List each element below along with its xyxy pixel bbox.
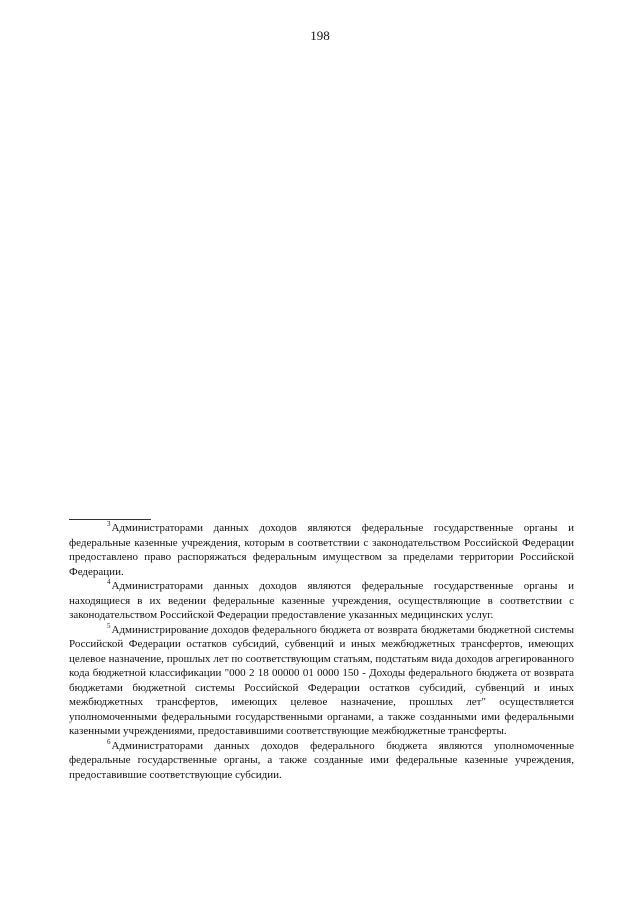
footnote-marker: 6 (107, 737, 111, 746)
footnote-text: Администраторами данных доходов федерального бюджета являются уполномоченные федеральные государственные органы, а также созданные ими федеральные казенные учреждения, предоставившие соответствующие субсидии. (69, 739, 574, 781)
footnote-text: Администраторами данных доходов являются федеральные государственные органы и находящиеся в их ведении федеральные казенные учреждения, осуществляющие в соответствии с законодательством Российской Федерации предоставление указанных медицинских услуг. (69, 580, 574, 621)
footnote-text: Администраторами данных доходов являются федеральные государственные органы и федеральные казенные учреждения, которым в соответствии с законодательством Российской Федерации предоставлено право распоряжаться федеральным имуществом за пределами территории Российской Федерации. (69, 522, 574, 578)
footnote-3 (69, 521, 574, 579)
page-number: 198 (310, 28, 330, 43)
footnote-4 (69, 579, 574, 623)
footnote-marker: 4 (107, 578, 111, 586)
footnotes (69, 521, 574, 782)
footnote-marker: 3 (107, 520, 111, 528)
footnote-marker: 5 (107, 621, 111, 630)
footnote-6 (69, 739, 574, 783)
footnote-5 (69, 623, 574, 739)
footnote-text: Администрирование доходов федерального бюджета от возврата бюджетами бюджетной системы Российской Федерации остатков субсидий, субвенций и иных межбюджетных трансфертов, имеющих целевое назначение, прошлых лет по соответствующим статьям, подстатьям вида доходов агрегированного кода бюджетной классификации "000 2 18 00000 01 0000 150 - Доходы федерального бюджета от возврата бюджетами бюджетной системы Российской Федерации остатков субсидий, субвенций и иных межбюджетных трансфертов, имеющих целевое назначение, прошлых лет" осуществляется уполномоченными федеральными государственными органами, а также созданными ими федеральными казенными учреждениями, предоставившими соответствующие межбюджетные трансферты. (69, 623, 574, 737)
